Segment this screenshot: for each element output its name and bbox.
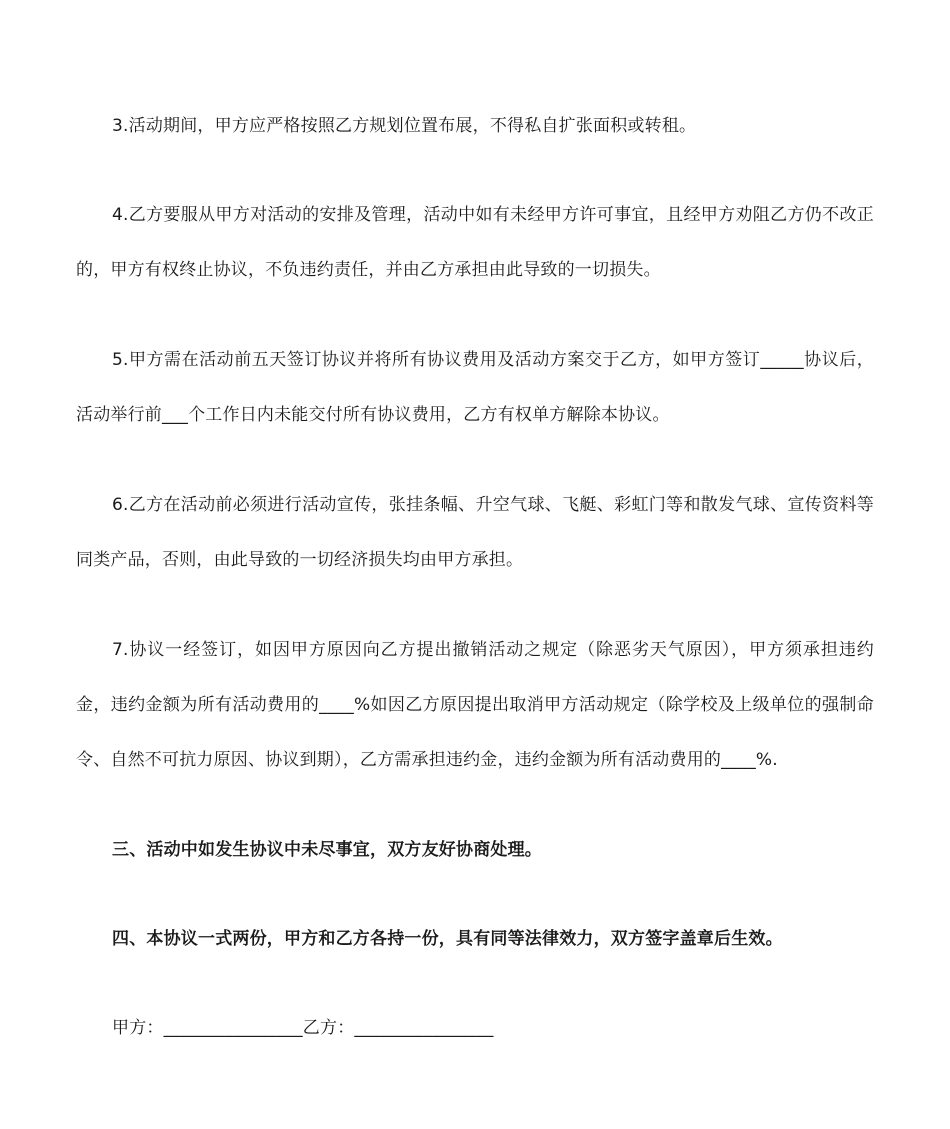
clause-4: 4.乙方要服从甲方对活动的安排及管理，活动中如有未经甲方许可事宜，且经甲方劝阻乙方仍不改正的，甲方有权终止协议，不负违约责任，并由乙方承担由此导致的一切损失。 <box>76 205 874 280</box>
section-3-heading: 三、活动中如发生协议中未尽事宜，双方友好协商处理。 <box>112 840 542 860</box>
clause-6: 6.乙方在活动前必须进行活动宣传，张挂条幅、升空气球、飞艇、彩虹门等和散发气球、宣传资料等同类产品，否则，由此导致的一切经济损失均由甲方承担。 <box>76 495 874 570</box>
clause-3: 3.活动期间，甲方应严格按照乙方规划位置布展，不得私自扩张面积或转租。 <box>112 116 697 136</box>
clause-5: 5.甲方需在活动前五天签订协议并将所有协议费用及活动方案交于乙方，如甲方签订_____协议后，活动举行前___个工作日内未能交付所有协议费用，乙方有权单方解除本协议。 <box>76 350 874 425</box>
signature-line: 甲方：________________乙方：________________ <box>112 1018 494 1038</box>
clause-7: 7.协议一经签订，如因甲方原因向乙方提出撤销活动之规定（除恶劣天气原因），甲方须承担违约金，违约金额为所有活动费用的____%如因乙方原因提出取消甲方活动规定（除学校及上级单位的强制命令、自然不可抗力原因、协议到期），乙方需承担违约金，违约金额为所有活动费用的____%. <box>76 640 874 770</box>
section-4-heading: 四、本协议一式两份，甲方和乙方各持一份，具有同等法律效力，双方签字盖章后生效。 <box>112 929 783 949</box>
